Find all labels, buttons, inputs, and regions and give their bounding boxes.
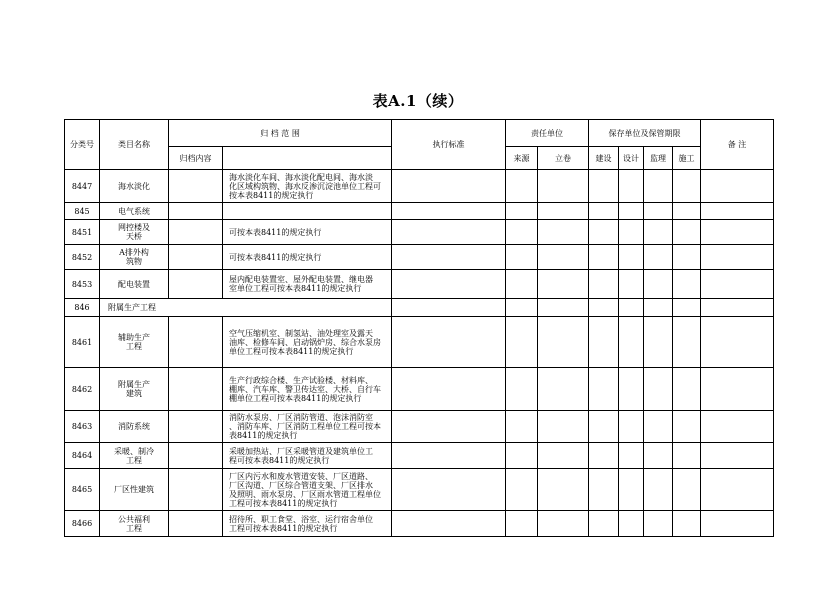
table-row xyxy=(65,443,774,469)
table-row xyxy=(65,170,774,203)
row-code: 8452 xyxy=(65,245,100,270)
row-name: 消防系统 xyxy=(100,411,169,443)
row-scope: 屋内配电装置室、屋外配电装置、继电器 室单位工程可按本表8411的规定执行 xyxy=(223,270,392,299)
row-code: 8462 xyxy=(65,368,100,411)
table-row xyxy=(65,368,774,411)
header-design: 设计 xyxy=(619,147,644,170)
row-code: 8466 xyxy=(65,511,100,537)
header-build: 建设 xyxy=(589,147,619,170)
row-code: 846 xyxy=(65,299,100,317)
row-scope: 招待所、职工食堂、浴室、运行宿舍单位 工程可按本表8411的规定执行 xyxy=(223,511,392,537)
row-name: A排外构 筑物 xyxy=(100,245,169,270)
row-scope: 可按本表8411的规定执行 xyxy=(223,245,392,270)
header-standard: 执行标准 xyxy=(392,120,506,170)
row-scope: 厂区内污水和废水管道安装、厂区道路、 厂区沟道、厂区综合管道支架、厂区排水 及照明、雨水泵房、厂区雨水管道工程单位 工程可按本表8411的规定执行 xyxy=(223,469,392,511)
row-name: 海水淡化 xyxy=(100,170,169,203)
table-row xyxy=(65,203,774,220)
header-scope: 归 档 范 围 xyxy=(169,120,392,147)
table-title: 表A.1（续） xyxy=(372,92,464,110)
row-name: 辅助生产 工程 xyxy=(100,317,169,368)
row-name: 附属生产 建筑 xyxy=(100,368,169,411)
table-row xyxy=(65,299,774,317)
table-row xyxy=(65,469,774,511)
row-name: 公共福利 工程 xyxy=(100,511,169,537)
table-row xyxy=(65,411,774,443)
header-source: 来源 xyxy=(506,147,538,170)
header-keeping: 保存单位及保管期限 xyxy=(589,120,701,147)
table-row xyxy=(65,511,774,537)
row-code: 845 xyxy=(65,203,100,220)
table-row xyxy=(65,245,774,270)
row-scope: 海水淡化车间、海水淡化配电间、海水淡 化区域构筑物、海水反渗沉淀池单位工程可 按本表8411的规定执行 xyxy=(223,170,392,203)
header-volume: 立卷 xyxy=(538,147,589,170)
row-code: 8453 xyxy=(65,270,100,299)
row-name: 网控楼及 天桥 xyxy=(100,220,169,245)
row-name: 附属生产工程 xyxy=(100,299,392,317)
row-code: 8464 xyxy=(65,443,100,469)
header-remark: 备 注 xyxy=(701,120,774,170)
row-scope: 可按本表8411的规定执行 xyxy=(223,220,392,245)
table-row xyxy=(65,317,774,368)
header-construction: 施工 xyxy=(673,147,701,170)
header-content: 归档内容 xyxy=(169,147,223,170)
row-name: 配电装置 xyxy=(100,270,169,299)
archive-table xyxy=(64,119,774,537)
row-code: 8465 xyxy=(65,469,100,511)
header-supervision: 监理 xyxy=(644,147,673,170)
header-name: 类目名称 xyxy=(100,120,169,170)
row-scope: 空气压缩机室、制氢站、油处理室及露天 油库、检修车间、启动锅炉房、综合水泵房 单位工程可按本表8411的规定执行 xyxy=(223,317,392,368)
row-name: 电气系统 xyxy=(100,203,169,220)
row-name: 厂区性建筑 xyxy=(100,469,169,511)
header-responsibility: 责任单位 xyxy=(506,120,589,147)
row-scope: 生产行政综合楼、生产试验楼、材料库、 棚库、汽车库、警卫传达室、大桥、自行车 棚单位工程可按本表8411的规定执行 xyxy=(223,368,392,411)
row-scope xyxy=(223,203,392,220)
row-scope: 采暖加热站、厂区采暖管道及建筑单位工 程可按本表8411的规定执行 xyxy=(223,443,392,469)
row-code: 8447 xyxy=(65,170,100,203)
row-code: 8463 xyxy=(65,411,100,443)
table-row xyxy=(65,220,774,245)
row-scope: 消防水泵房、厂区消防管道、泡沫消防室 、消防车库、厂区消防工程单位工程可按本 表8411的规定执行 xyxy=(223,411,392,443)
row-name: 采暖、制冷 工程 xyxy=(100,443,169,469)
row-code: 8451 xyxy=(65,220,100,245)
header-code: 分类号 xyxy=(65,120,100,170)
table-row xyxy=(65,270,774,299)
row-code: 8461 xyxy=(65,317,100,368)
